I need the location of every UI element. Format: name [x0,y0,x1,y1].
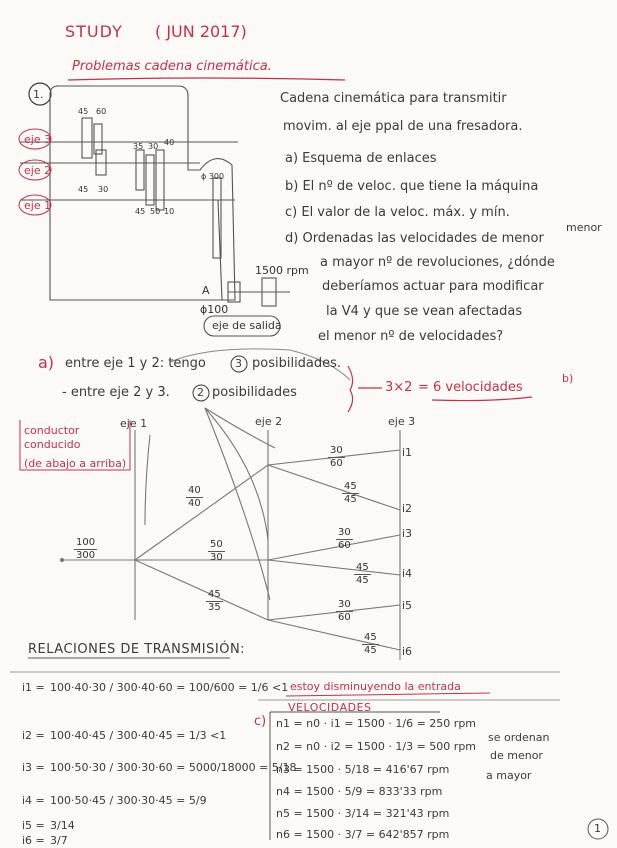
ratio-23: $\frac{30}{60}$ [338,527,351,551]
gear-label: 30 [98,185,109,194]
motor-pulley: A [202,284,210,297]
motor-speed: 1500 rpm [255,264,309,277]
statement-line: a mayor nº de revoluciones, ¿dónde [320,255,555,270]
output-label: i5 [402,599,413,612]
relation-expr: 100·40·30 / 300·40·60 = 100/600 = 1/6 <1 [50,681,289,694]
gear-label: 35 [133,142,144,151]
output-label: eje de salida [212,319,282,332]
relation-expr: 100·50·45 / 300·30·45 = 5/9 [50,794,207,807]
gear-label: 45 [78,185,89,194]
legend-bottom: conducido [24,438,81,451]
answer-a-result: 3×2 [385,380,413,395]
axis-label: eje 1 [24,199,52,212]
side-note: a mayor [486,769,532,782]
answer-a-n1: 3 [235,357,242,370]
gear-label: ϕ 300 [201,172,225,181]
velocity-row: n3 = 1500 · 5/18 = 416'67 rpm [276,763,450,776]
ratio-12: $\frac{50}{30}$ [210,539,223,563]
legend-note: (de abajo a arriba) [24,457,127,470]
velocity-row: n2 = n0 · i2 = 1500 · 1/3 = 500 rpm [276,740,477,753]
statement-line: b) El nº de veloc. que tiene la máquina [285,179,539,194]
gear-label: 40 [164,138,175,147]
answer-a-line1: entre eje 1 y 2: tengo [65,356,206,371]
shaft-label: eje 3 [388,415,416,428]
answer-a-n2: 2 [197,386,204,399]
statement-line: a) Esquema de enlaces [285,151,437,166]
side-note: de menor [490,749,543,762]
output-label: i1 [402,446,413,459]
ratio-23: $\frac{45}{45}$ [344,481,357,505]
gear-label: 10 [164,207,175,216]
subtitle-underline [68,78,345,80]
velocity-row: n4 = 1500 · 5/9 = 833'33 rpm [276,785,443,798]
statement-line: el menor nº de velocidades? [318,329,504,344]
statement-line: Cadena cinemática para transmitir [280,91,507,106]
result-underline [432,397,532,401]
velocity-row: n5 = 1500 · 3/14 = 321'43 rpm [276,807,450,820]
gear-label: 50 [150,207,161,216]
input-node [60,558,64,562]
velocities-frame [270,712,443,840]
answer-a-label: a) [38,353,55,372]
velocity-row: n6 = 1500 · 3/7 = 642'857 rpm [276,828,450,841]
answer-a-line2-end: posibilidades [212,385,297,400]
ratio-23: $\frac{30}{60}$ [330,445,343,469]
shaft-label: eje 2 [255,415,283,428]
ratio-23: $\frac{45}{45}$ [364,632,377,656]
gear-label: 60 [96,107,107,116]
output-label: i6 [402,645,413,658]
answer-a-line1-end: posibilidades. [252,356,342,371]
ratio-input: $\frac{100}{300}$ [76,537,96,561]
statement-line: deberíamos actuar para modificar [322,279,544,294]
statement-line: d) Ordenadas las velocidades de menor [285,231,544,246]
relation-lhs: i2 = [22,729,45,742]
relation-lhs: i4 = [22,794,45,807]
legend-top: conductor [24,424,80,437]
gear-label: 45 [135,207,146,216]
problem-number: 1. [33,88,44,101]
axis-label: eje 2 [24,164,52,177]
velocities-label: c) [254,714,267,729]
relation-expr: 3/7 [50,834,68,847]
relations-heading: RELACIONES DE TRANSMISIÓN: [28,642,246,657]
answer-a-line2: - entre eje 2 y 3. [62,385,170,400]
shaft-label: eje 1 [120,417,148,430]
relation-expr: 100·40·45 / 300·40·45 = 1/3 <1 [50,729,227,742]
velocity-row: n1 = n0 · i1 = 1500 · 1/6 = 250 rpm [276,717,477,730]
page-number: 1 [594,822,601,835]
relation-expr: 100·50·30 / 300·30·60 = 5000/18000 = 5/18 [50,761,297,774]
relation-lhs: i5 = [22,819,45,832]
ratio-23: $\frac{45}{45}$ [356,562,369,586]
output-pulley: ϕ100 [200,303,229,316]
relation-note: estoy disminuyendo la entrada [290,680,461,693]
brace [348,366,353,412]
gear-label: 45 [78,107,89,116]
page-title: STUDY [65,22,123,41]
relation-lhs: i1 = [22,681,45,694]
page-date: ( JUN 2017) [155,22,247,41]
ratio-23: $\frac{30}{60}$ [338,599,351,623]
relation-expr: 3/14 [50,819,75,832]
inserted-word: menor [566,221,602,234]
output-label: i2 [402,502,413,515]
relation-lhs: i3 = [22,761,45,774]
answer-a-result-text: = 6 velocidades [418,380,523,395]
statement-line: movim. al eje ppal de una fresadora. [283,119,523,134]
output-label: i4 [402,567,413,580]
side-note: se ordenan [488,731,550,744]
relation-lhs: i6 = [22,834,45,847]
ratio-12: $\frac{40}{40}$ [188,485,201,509]
axis-label: eje 3 [24,133,52,146]
statement-line: la V4 y que se vean afectadas [326,304,523,319]
ratio-12: $\frac{45}{35}$ [208,589,221,613]
gear-label: 30 [148,142,159,151]
statement-line: c) El valor de la veloc. máx. y mín. [285,205,510,220]
note-underline [286,693,490,696]
velocities-heading: VELOCIDADES [288,701,372,714]
answer-b-mark: b) [562,372,574,385]
output-label: i3 [402,527,413,540]
page-subtitle: Problemas cadena cinemática. [72,59,272,74]
